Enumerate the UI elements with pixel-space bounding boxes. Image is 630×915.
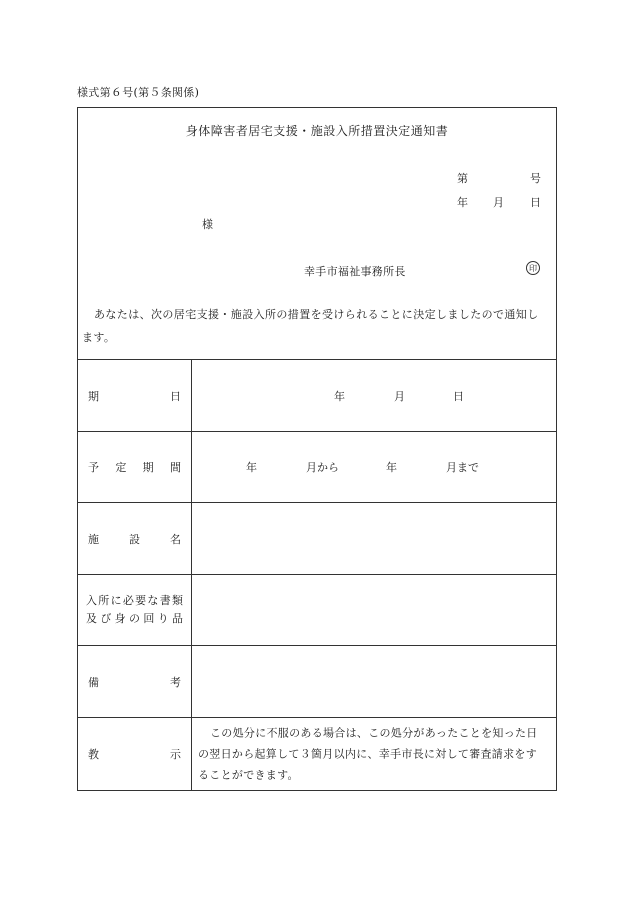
label-char: 及 [86, 612, 97, 625]
label-char: 考 [170, 675, 181, 689]
date-month: 月 [394, 389, 405, 403]
notice-form [77, 107, 557, 791]
label-char: 必 [122, 594, 134, 607]
row-facility-label [88, 531, 181, 547]
documents-value-cell [192, 575, 556, 645]
seal-mark-icon: 印 [526, 261, 540, 275]
label-cell [78, 503, 192, 574]
issue-month-label: 月 [493, 196, 504, 209]
label-char: び [100, 612, 112, 625]
label-line [86, 592, 183, 610]
row-documents [78, 575, 556, 646]
date-year: 年 [334, 389, 345, 403]
label-cell [78, 646, 192, 717]
label-char: 定 [115, 461, 127, 474]
notice-line: ることができます。 [198, 768, 299, 782]
notice-body-line: あなたは、次の居宅支援・施設入所の措置を受けられることに決定しましたので通知し [94, 308, 539, 321]
label-cell [78, 360, 192, 431]
row-remarks [78, 646, 556, 718]
period-start-year: 年 [246, 461, 257, 474]
value-cell [192, 432, 556, 502]
label-char: 入 [86, 594, 97, 607]
label-char: 期 [142, 461, 154, 474]
label-char: 施 [88, 532, 99, 546]
label-char: 名 [170, 532, 181, 546]
label-char: 身 [114, 612, 126, 625]
remarks-value-cell [192, 646, 556, 717]
facility-value-cell [192, 503, 556, 574]
row-period-label [88, 459, 181, 475]
label-cell [78, 575, 192, 645]
document-title: 身体障害者居宅支援・施設入所措置決定通知書 [185, 124, 449, 138]
notice-line: この処分に不服のある場合は、この処分があったことを知った日 [210, 726, 538, 740]
row-date-label [88, 388, 181, 404]
label-char: 回 [143, 612, 155, 625]
recipient-honorific: 様 [202, 218, 213, 231]
label-char: り [157, 612, 169, 625]
notice-header [78, 108, 556, 360]
form-number-label: 様式第６号(第５条関係) [77, 86, 200, 99]
row-instruction-label [88, 746, 181, 762]
label-cell [78, 432, 192, 502]
issue-year-label: 年 [457, 196, 468, 209]
label-char: 教 [88, 748, 99, 761]
issue-day-label: 日 [530, 196, 541, 209]
sender-name: 幸手市福祉事務所長 [304, 265, 406, 278]
label-char: 備 [88, 675, 99, 689]
notice-body [82, 303, 554, 349]
label-char: 書 [159, 594, 171, 607]
label-char: 予 [88, 461, 99, 474]
row-documents-label [86, 592, 183, 628]
row-period [78, 432, 556, 503]
value-cell [192, 718, 556, 790]
label-char: な [147, 594, 159, 607]
period-end-month: 月まで [446, 461, 479, 474]
number-prefix: 第 [457, 172, 468, 185]
number-suffix: 号 [530, 172, 541, 185]
value-cell [192, 360, 556, 431]
label-char: 所 [98, 594, 110, 607]
label-char: 設 [129, 532, 140, 546]
label-char: 日 [170, 389, 181, 403]
label-cell [78, 718, 192, 790]
notice-line: の翌日から起算して３箇月以内に、幸手市長に対して審査請求をす [198, 747, 537, 761]
label-line [86, 610, 183, 628]
period-end-year: 年 [386, 461, 397, 474]
row-remarks-label [88, 674, 181, 690]
date-day: 日 [453, 389, 464, 403]
row-instruction [78, 718, 556, 790]
label-char: 品 [171, 612, 183, 625]
label-char: に [110, 594, 122, 607]
row-date [78, 360, 556, 432]
label-char: 期 [88, 389, 99, 403]
label-char: 類 [171, 594, 183, 607]
label-char: 要 [135, 594, 147, 607]
appeal-notice-text [198, 723, 548, 786]
label-char: 間 [169, 461, 181, 474]
notice-body-line: ます。 [82, 331, 116, 344]
label-char: 示 [170, 748, 181, 761]
row-facility [78, 503, 556, 575]
period-start-month: 月から [306, 461, 339, 474]
label-char: の [128, 612, 140, 625]
